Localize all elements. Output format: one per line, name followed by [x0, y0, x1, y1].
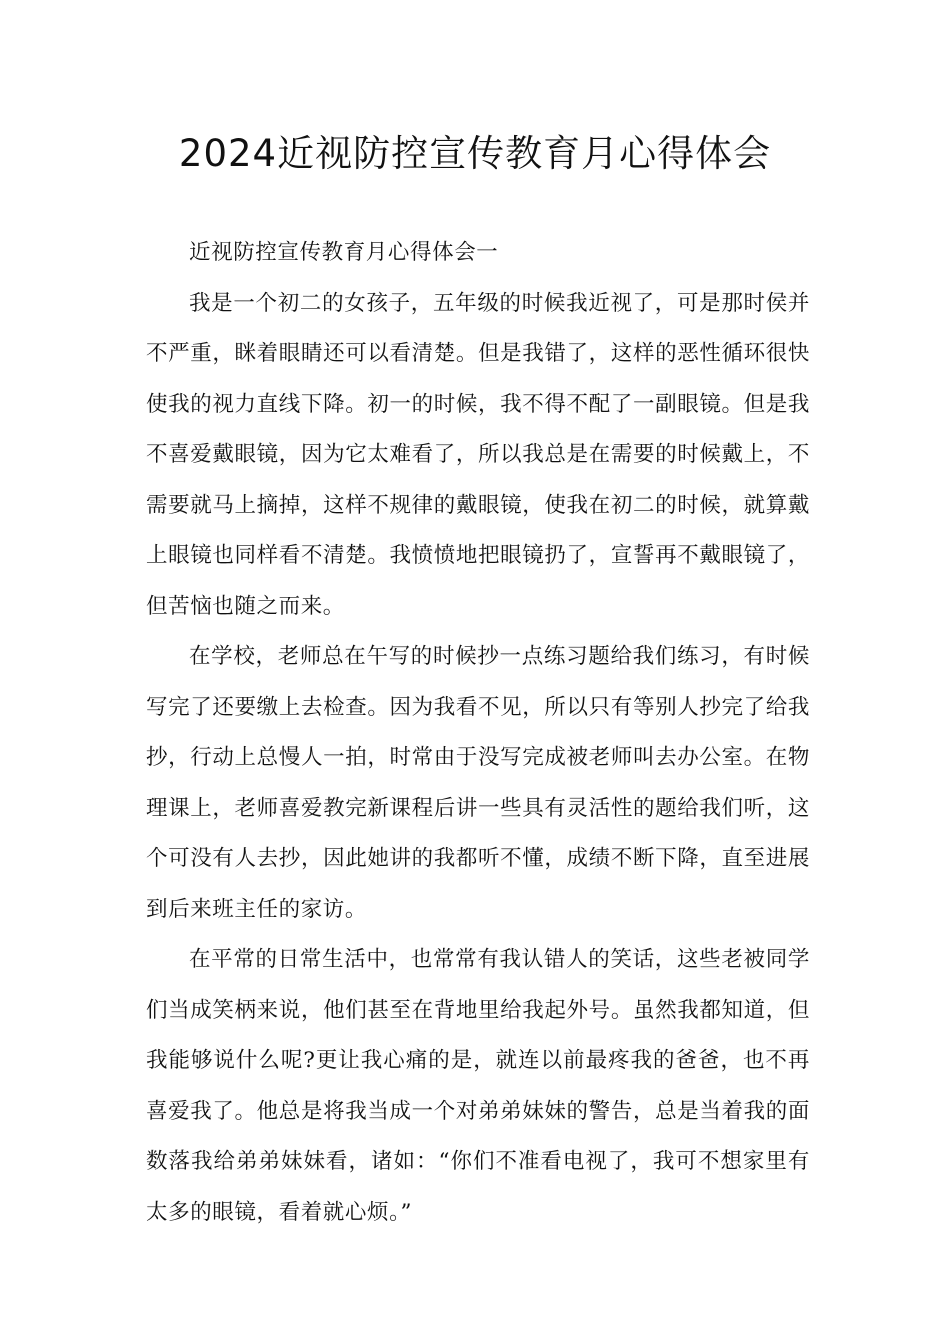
document-title: 2024近视防控宣传教育月心得体会 — [178, 132, 772, 175]
paragraph: 在平常的日常生活中，也常常有我认错人的笑话，这些老被同学们当成笑柄来说，他们甚至在背地里给我起外号。虽然我都知道，但我能够说什么呢?更让我心痛的是，就连以前最疼我的爸爸，也不再喜爱我了。他总是将我当成一个对弟弟妹妹的警告，总是当着我的面数落我给弟弟妹妹看，诸如：“你们不准看电视了，我可不想家里有太多的眼镜，看着就心烦。” — [146, 947, 810, 1225]
section-heading: 近视防控宣传教育月心得体会一 — [189, 240, 499, 265]
paragraph: 我是一个初二的女孩子，五年级的时候我近视了，可是那时侯并不严重，眯着眼睛还可以看清楚。但是我错了，这样的恶性循环很快使我的视力直线下降。初一的时候，我不得不配了一副眼镜。但是我不喜爱戴眼镜，因为它太难看了，所以我总是在需要的时候戴上，不需要就马上摘掉，这样不规律的戴眼镜，使我在初二的时候，就算戴上眼镜也同样看不清楚。我愤愤地把眼镜扔了，宣誓再不戴眼镜了，但苦恼也随之而来。 — [146, 290, 810, 619]
paragraph: 在学校，老师总在午写的时候抄一点练习题给我们练习，有时候写完了还要缴上去检查。因为我看不见，所以只有等别人抄完了给我抄，行动上总慢人一拍，时常由于没写完成被老师叫去办公室。在物理课上，老师喜爱教完新课程后讲一些具有灵活性的题给我们听，这个可没有人去抄，因此她讲的我都听不懂，成绩不断下降，直至进展到后来班主任的家访。 — [146, 644, 810, 922]
document-body — [146, 228, 810, 1238]
